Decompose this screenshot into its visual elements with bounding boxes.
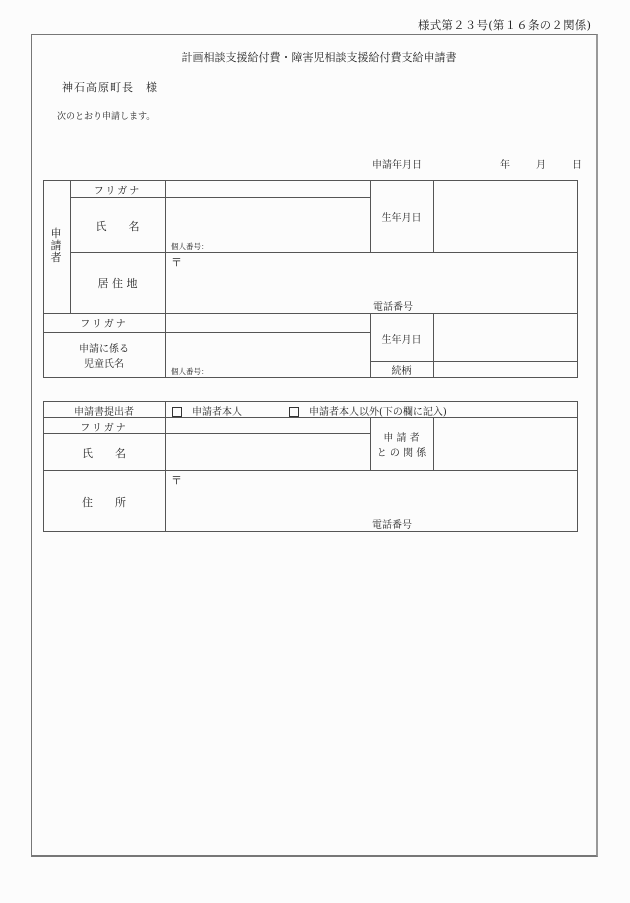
child-name-label-line2: 児童氏名 (84, 359, 124, 370)
furigana-label: フリガナ (93, 186, 142, 197)
relationship-label: 続柄 (391, 366, 412, 377)
child-individual-number-field[interactable] (215, 364, 365, 376)
option-other[interactable] (289, 403, 447, 418)
submitter-phone-label: 電話番号 (372, 520, 412, 531)
submitter-furigana-field[interactable] (166, 418, 369, 432)
individual-number-field[interactable] (215, 239, 365, 251)
relationship-field[interactable] (434, 362, 576, 376)
application-date-label: 申請年月日 (372, 160, 422, 171)
furigana-field[interactable] (166, 181, 369, 196)
month-unit: 月 (536, 160, 546, 171)
child-furigana-field[interactable] (166, 314, 369, 331)
addressee: 神石高原町長 様 (62, 81, 158, 94)
applicant-section-label: 申請者 (50, 227, 62, 264)
child-name-field[interactable] (166, 333, 369, 363)
child-furigana-label: フリガナ (80, 319, 128, 330)
name-label: 氏 名 (95, 220, 140, 233)
child-name-label-line1: 申請に係る (79, 344, 129, 355)
relation-label-line1: 申 請 者 (383, 433, 420, 444)
individual-number-label: 個人番号： (171, 242, 209, 251)
phone-label: 電話番号 (373, 302, 413, 313)
child-individual-number-label: 個人番号： (171, 367, 209, 376)
submitter-label: 申請書提出者 (74, 407, 134, 418)
checkbox-other[interactable] (289, 407, 299, 417)
submitter-postal-mark: 〒 (171, 474, 182, 487)
child-birthdate-field[interactable] (434, 314, 576, 360)
submitter-address-field[interactable] (185, 474, 575, 512)
phone-field[interactable] (425, 297, 575, 311)
day-unit: 日 (572, 160, 582, 171)
submitter-relation-field[interactable] (434, 418, 576, 469)
option-self[interactable] (172, 403, 242, 418)
postal-mark: 〒 (171, 256, 182, 269)
address-field[interactable] (185, 256, 575, 294)
address-label: 居 住 地 (97, 277, 138, 290)
submitter-phone-field[interactable] (425, 515, 575, 529)
submitter-name-field[interactable] (166, 434, 369, 469)
checkbox-self[interactable] (172, 407, 182, 417)
year-unit: 年 (500, 160, 510, 171)
form-title: 計画相談支援給付費・障害児相談支援給付費支給申請書 (181, 51, 457, 64)
relation-label-line2: と の 関 係 (376, 448, 427, 459)
birthdate-label: 生年月日 (381, 213, 422, 224)
option-self-label: 申請者本人 (192, 407, 242, 418)
submitter-furigana-label: フリガナ (80, 423, 128, 434)
submitter-name-label: 氏 名 (82, 447, 126, 460)
intro-text: 次のとおり申請します。 (57, 112, 156, 122)
birthdate-field[interactable] (434, 181, 576, 251)
child-birthdate-label: 生年月日 (381, 335, 422, 346)
submitter-address-label: 住 所 (82, 496, 126, 509)
name-field[interactable] (166, 198, 369, 238)
option-other-label: 申請者本人以外(下の欄に記入) (309, 407, 447, 418)
form-number: 様式第２３号(第１６条の２関係) (418, 18, 592, 32)
